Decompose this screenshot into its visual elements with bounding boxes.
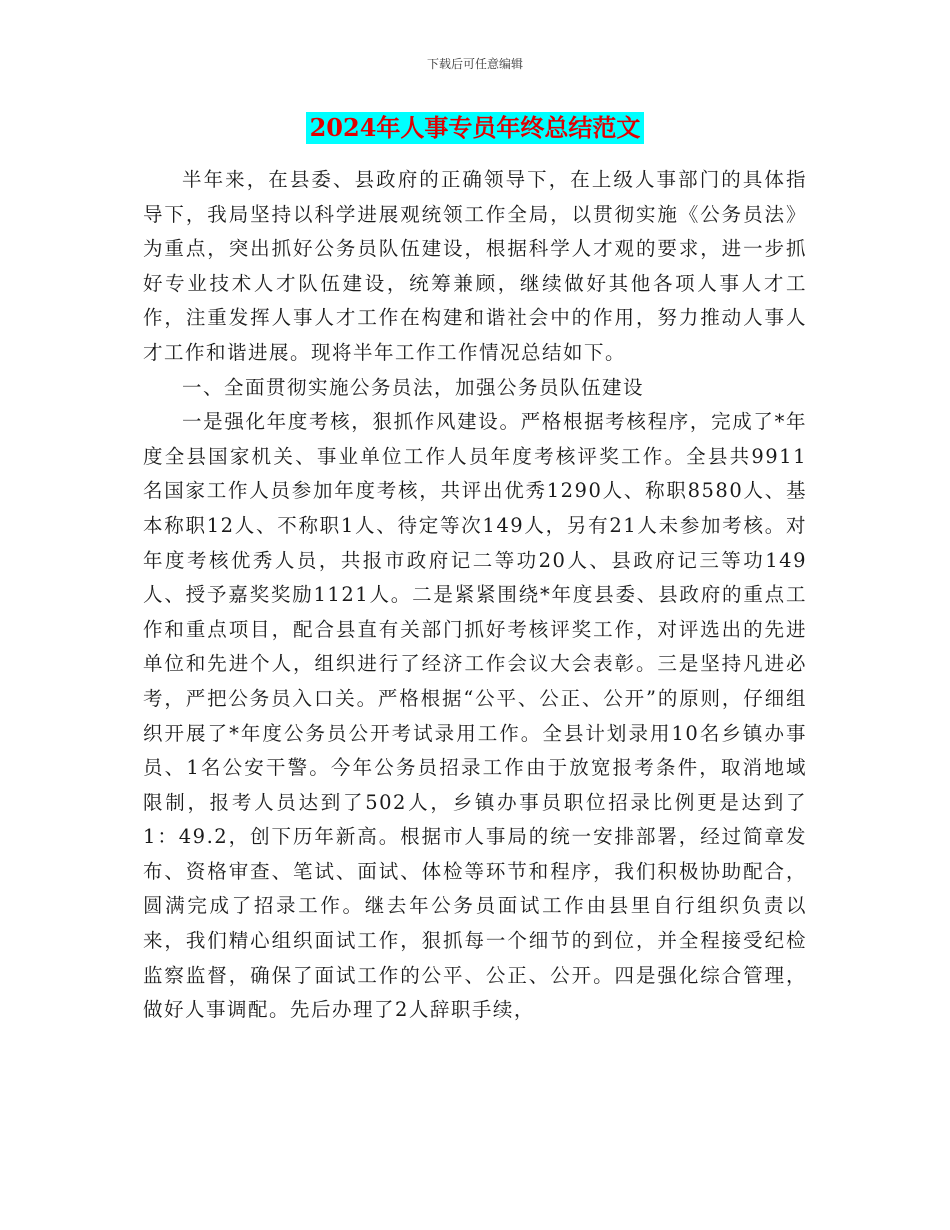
paragraph-section-1: 一是强化年度考核，狠抓作风建设。严格根据考核程序，完成了*年度全县国家机关、事业单位工作人员年度考核评奖工作。全县共9911名国家工作人员参加年度考核，共评出优秀1290人、称职8580人、基本称职12人、不称职1人、待定等次149人，另有21人未参加考核。对年度考核优秀人员，共报市政府记二等功20人、县政府记三等功149人、授予嘉奖奖励1121人。二是紧紧围绕*年度县委、县政府的重点工作和重点项目，配合县直有关部门抓好考核评奖工作，对评选出的先进单位和先进个人，组织进行了经济工作会议大会表彰。三是坚持凡进必考，严把公务员入口关。严格根据“公平、公正、公开”的原则，仔细组织开展了*年度公务员公开考试录用工作。全县计划录用10名乡镇办事员、1名公安干警。今年公务员招录工作由于放宽报考条件，取消地域限制，报考人员达到了502人，乡镇办事员职位招录比例更是达到了1：49.2，创下历年新高。根据市人事局的统一安排部署，经过简章发布、资格审查、笔试、面试、体检等环节和程序，我们积极协助配合，圆满完成了招录工作。继去年公务员面试工作由县里自行组织负责以来，我们精心组织面试工作，狠抓每一个细节的到位，并全程接受纪检监察监督，确保了面试工作的公平、公正、公开。四是强化综合管理，做好人事调配。先后办理了2人辞职手续， <box>143 410 807 1022</box>
document-title: 2024年人事专员年终总结范文 <box>306 112 645 144</box>
title-container <box>0 112 950 144</box>
section-heading-1: 一、全面贯彻实施公务员法，加强公务员队伍建设 <box>182 375 645 399</box>
header-note: 下载后可任意编辑 <box>426 57 523 71</box>
document-body <box>143 163 807 1028</box>
paragraph-intro: 半年来，在县委、县政府的正确领导下，在上级人事部门的具体指导下，我局坚持以科学进展观统领工作全局，以贯彻实施《公务员法》为重点，突出抓好公务员队伍建设，根据科学人才观的要求，进一步抓好专业技术人才队伍建设，统筹兼顾，继续做好其他各项人事人才工作，注重发挥人事人才工作在构建和谐社会中的作用，努力推动人事人才工作和谐进展。现将半年工作工作情况总结如下。 <box>143 168 807 364</box>
